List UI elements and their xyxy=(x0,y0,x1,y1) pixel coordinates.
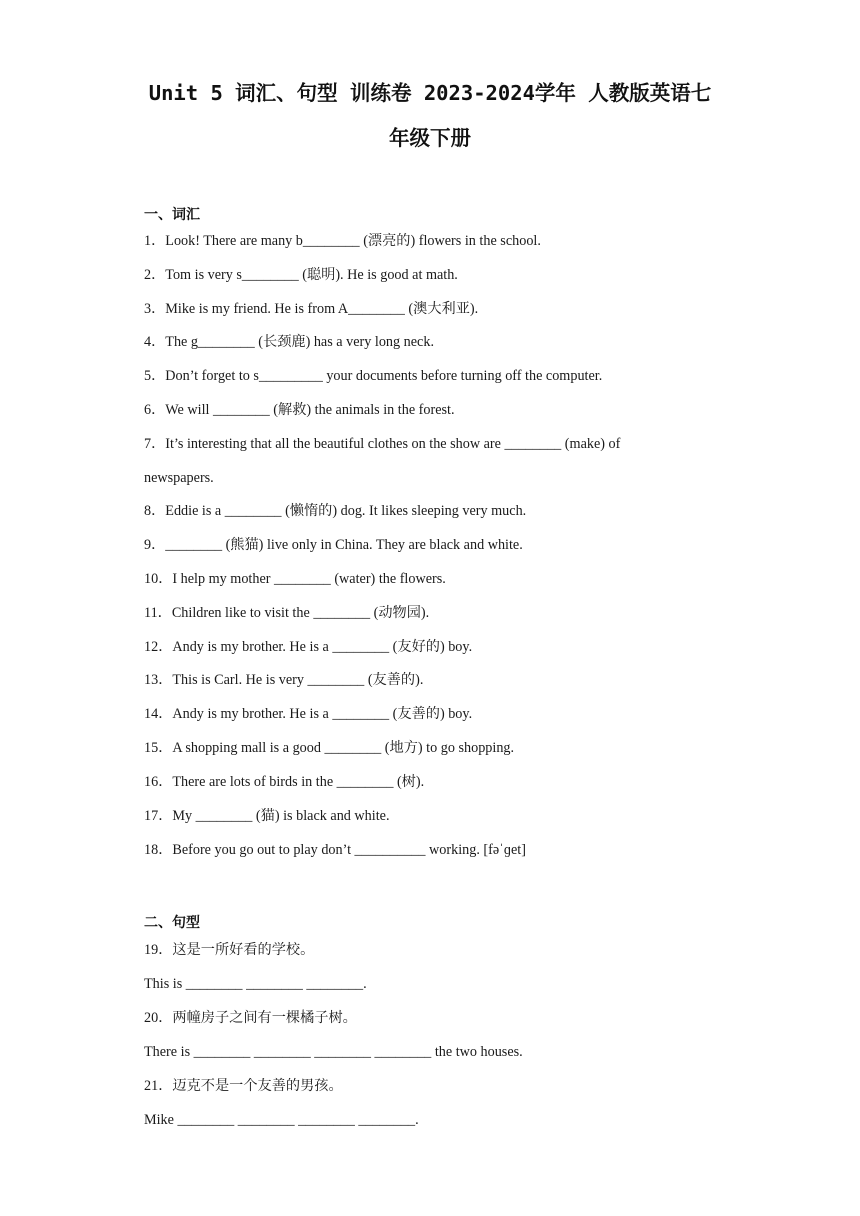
question-line: 18．Before you go out to play don’t __________ working. [fəˈɡet] xyxy=(144,842,526,858)
question-prompt: 20．两幢房子之间有一棵橘子树。 xyxy=(144,1010,357,1026)
document-title-line-2: 年级下册 xyxy=(389,126,471,150)
question-line: 4．The g________ (长颈鹿) has a very long neck. xyxy=(144,334,434,350)
question-line: 2．Tom is very s________ (聪明). He is good at math. xyxy=(144,267,458,283)
question-line: 9．________ (熊猫) live only in China. They are black and white. xyxy=(144,537,523,553)
question-prompt: 19．这是一所好看的学校。 xyxy=(144,942,315,958)
question-line: 10．I help my mother ________ (water) the flowers. xyxy=(144,571,446,587)
section-heading-sentences: 二、句型 xyxy=(144,915,200,931)
question-line: 6．We will ________ (解救) the animals in the forest. xyxy=(144,402,455,418)
question-line-continuation: newspapers. xyxy=(144,470,214,486)
question-line: 13．This is Carl. He is very ________ (友善的). xyxy=(144,672,424,688)
question-line: 15．A shopping mall is a good ________ (地方) to go shopping. xyxy=(144,740,515,756)
question-line: 16．There are lots of birds in the ________ (树). xyxy=(144,774,425,790)
question-line: 1．Look! There are many b________ (漂亮的) flowers in the school. xyxy=(144,233,541,249)
answer-line: This is ________ ________ ________. xyxy=(144,976,367,992)
question-prompt: 21．迈克不是一个友善的男孩。 xyxy=(144,1078,343,1094)
document-title-line-1: Unit 5 词汇、句型 训练卷 2023-2024学年 人教版英语七 xyxy=(148,81,712,105)
section-heading-vocabulary: 一、词汇 xyxy=(144,207,200,223)
question-line: 11．Children like to visit the ________ (动物园). xyxy=(144,605,430,621)
question-line: 14．Andy is my brother. He is a ________ (友善的) boy. xyxy=(144,706,473,722)
answer-line: Mike ________ ________ ________ ________. xyxy=(144,1112,419,1128)
question-line: 12．Andy is my brother. He is a ________ (友好的) boy. xyxy=(144,639,473,655)
question-line: 5．Don’t forget to s_________ your documents before turning off the computer. xyxy=(144,368,603,384)
answer-line: There is ________ ________ ________ ________ the two houses. xyxy=(144,1044,523,1060)
question-line: 17．My ________ (猫) is black and white. xyxy=(144,808,390,824)
question-line: 8．Eddie is a ________ (懒惰的) dog. It likes sleeping very much. xyxy=(144,503,527,519)
question-line: 3．Mike is my friend. He is from A________ (澳大利亚). xyxy=(144,301,479,317)
question-line: 7．It’s interesting that all the beautiful clothes on the show are ________ (make) of xyxy=(144,436,621,452)
